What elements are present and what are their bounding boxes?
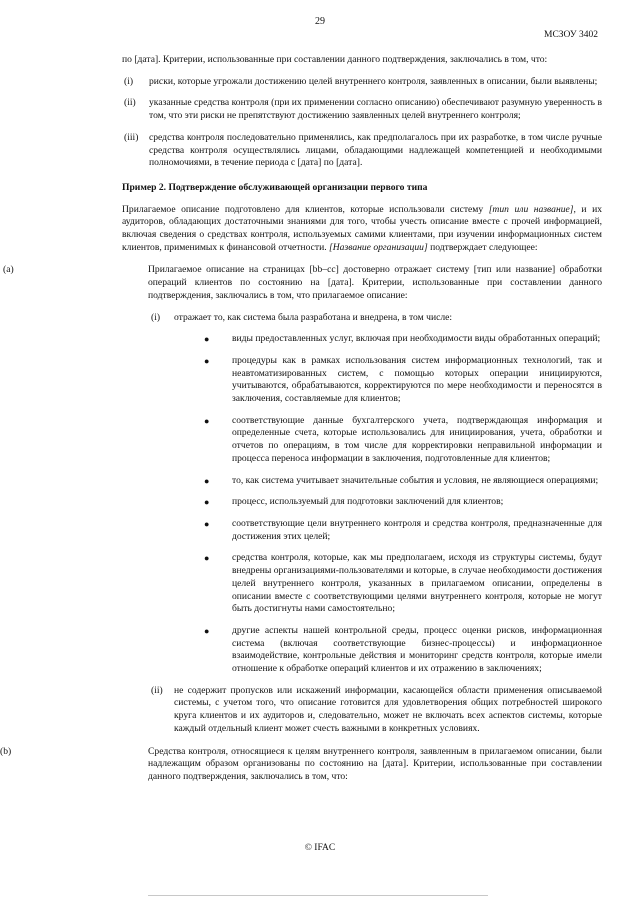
bullet-item: ● виды предоставленных услуг, включая при необходимости виды обработанных операций;	[204, 333, 601, 345]
list-item	[122, 132, 602, 170]
bullet-item: ● процедуры как в рамках использования систем информационных технологий, так и неавтоматизированных систем, с помощью которых операции инициируются, учитываются, обрабатываются, корректируются по мере необходимости и переносятся в заключения, составляемые для клиентов;	[204, 354, 602, 405]
sub-item-ii	[148, 685, 602, 736]
list-item-text: Средства контроля, относящиеся к целям внутреннего контроля, заявленным в прилагаемом описании, были надлежащим образом организованы по состоянию на [дата]. Критерии, использованные при составлении данного подтверждения, заключались в том, что:	[148, 745, 602, 782]
bullet-item: ● соответствующие цели внутреннего контроля и средства контроля, предназначенные для достижения этих целей;	[204, 517, 602, 542]
scan-edge-line	[148, 895, 488, 896]
bullet-item: ● процесс, используемый для подготовки заключений для клиентов;	[204, 496, 504, 508]
bullet-item: ● то, как система учитывает значительные события и условия, не являющиеся операциями;	[204, 474, 599, 486]
bullet-icon: ●	[204, 497, 210, 508]
list-item-text: риски, которые угрожали достижению целей внутреннего контроля, заявленных в описании, были выявлены;	[149, 75, 598, 87]
bullet-item: ● другие аспекты нашей контрольной среды, процесс оценки рисков, информационная система (включая соответствующие бизнес-процессы) и информационное взаимодействие, контрольные действия и мониторинг средств контроля, которые имели отношение к обработке операций клиентов и их отражению в заключениях;	[204, 624, 602, 675]
bullet-icon: ●	[204, 355, 210, 366]
list-item-number: (i)	[151, 311, 161, 323]
list-item-a	[0, 264, 602, 735]
list-item-number: (iii)	[124, 131, 139, 143]
bullet-icon: ●	[204, 625, 210, 636]
list-item-text: не содержит пропусков или искажений информации, касающейся области применения описываемой системы, с учетом того, что описание готовится для удовлетворения общих потребностей широкого круга клиентов и их аудиторов и, следовательно, может не включать всех аспектов системы, которые каждый отдельный клиент может счесть важными в конкретных условиях.	[174, 684, 602, 734]
list-item-text: отражает то, как система была разработана и внедрена, в том числе:	[174, 311, 453, 323]
bullet-icon: ●	[204, 518, 210, 529]
list-item	[122, 97, 602, 122]
placeholder-type-or-name: [тип или название]	[488, 203, 574, 215]
list-item-text: указанные средства контроля (при их применении согласно описанию) обеспечивают разумную уверенность в том, что эти риски не препятствуют достижению заявленных целей внутреннего контроля;	[149, 97, 602, 122]
list-item-b	[0, 746, 602, 784]
list-item-number: (ii)	[124, 97, 136, 109]
bullet-icon: ●	[204, 334, 210, 345]
list-item-text: средства контроля последовательно применялись, как предполагалось при их разработке, в том числе ручные средства контроля осуществлялись лицами, обладающими надлежащей компетенцией и необходимыми полномочиями, в течение периода с [дата] по [дата].	[149, 131, 602, 169]
bullet-item: ● средства контроля, которые, как мы предполагаем, исходя из структуры системы, будут внедрены организациями-пользователями и которые, в случае необходимости достижения целей внутреннего контроля, указанных в прилагаемом описании, определены в описании вместе с соответствующими целями внутреннего контроля, которые не могут быть достигнуты нами самостоятельно;	[204, 552, 602, 615]
sub-item-i	[148, 312, 602, 676]
list-item-number: (a)	[3, 264, 14, 276]
document-id: МСЗОУ 3402	[544, 30, 598, 40]
list-item-number: (ii)	[151, 684, 163, 696]
list-item-text: Прилагаемое описание на страницах [bb–cc] достоверно отражает систему [тип или название] обработки операций клиентов по состоянию на [дата]. Критерии, использованные при составлении данного подтверждения, заключались в том, что прилагаемое описание:	[148, 264, 602, 301]
page-number: 29	[315, 16, 325, 27]
bullet-item: ● соответствующие данные бухгалтерского учета, подтверждающая информация и определенные счета, которые использовались для инициирования, учета, обработки и отчетов по операциям, в том числе для корректировки неправильной информации и процесса переноса информации в заключения, подготовленные для клиентов;	[204, 414, 602, 464]
bullet-icon: ●	[204, 475, 210, 486]
placeholder-organization-name: [Название организации]	[329, 241, 428, 253]
page-body	[0, 54, 602, 784]
bullet-icon: ●	[204, 415, 210, 426]
list-item-number: (b)	[0, 745, 12, 757]
footer-copyright: © IFAC	[304, 843, 336, 853]
list-item-number: (i)	[124, 75, 134, 87]
example-paragraph: Прилагаемое описание подготовлено для клиентов, которые использовали систему [тип или название], и их аудиторов, обладающих достаточными знаниями для того, чтобы учесть описание вместе с прочей информацией, включая сведения о средствах контроля, используемых самими клиентами, при изучении информационных систем клиентов, применимых к финансовой отчетности. [Название организации] подтверждает следующее:	[122, 203, 602, 253]
intro-paragraph: по [дата]. Критерии, использованные при составлении данного подтверждения, заключались в том, что:	[122, 54, 548, 65]
bullet-icon: ●	[204, 553, 210, 564]
example-heading: Пример 2. Подтверждение обслуживающей организации первого типа	[122, 181, 428, 193]
list-item	[122, 76, 602, 89]
